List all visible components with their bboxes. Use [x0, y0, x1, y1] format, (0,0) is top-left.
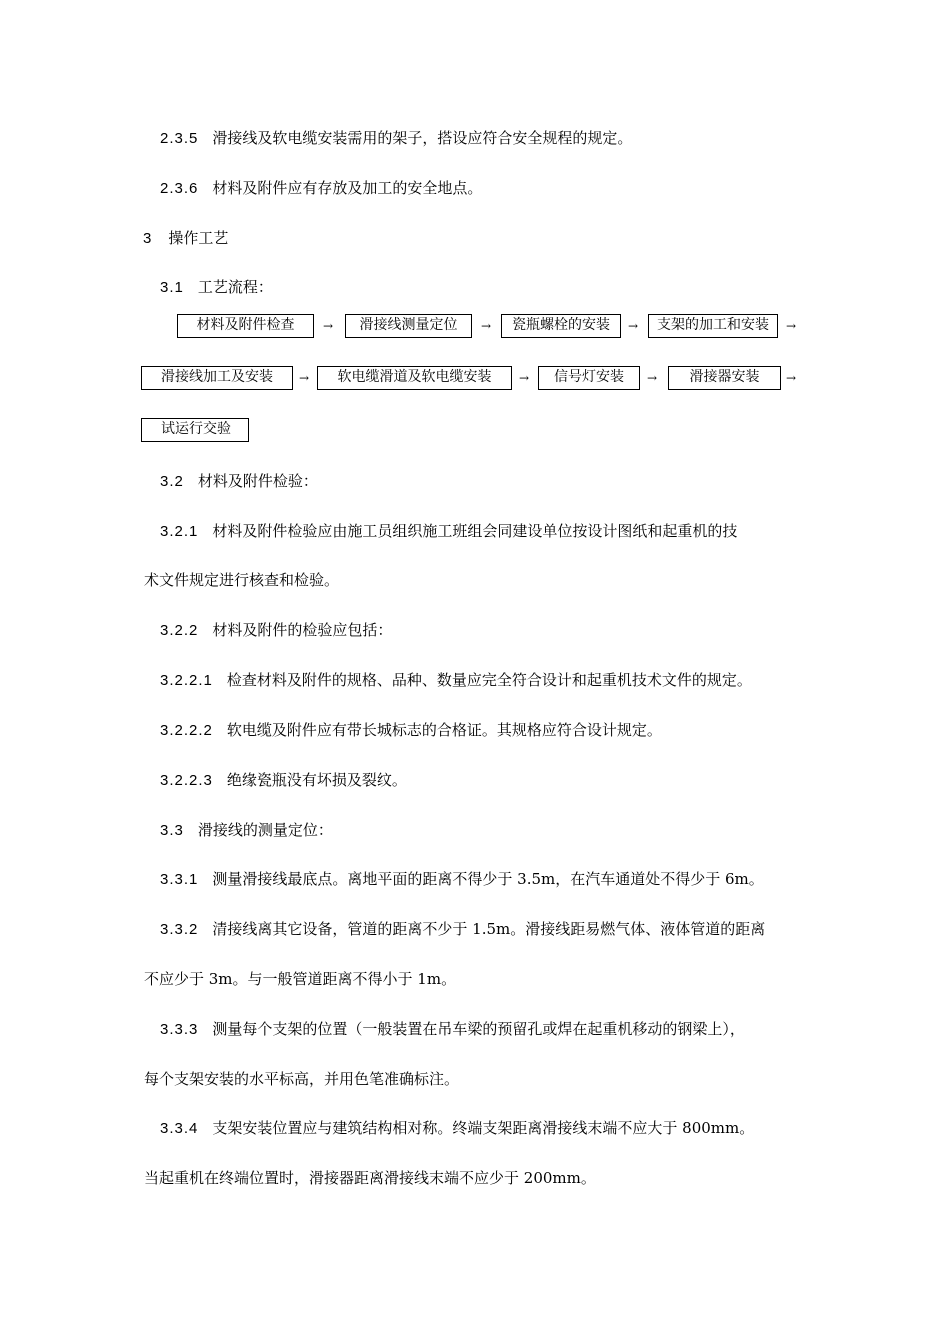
paragraph-2-3-5 [160, 128, 632, 149]
paragraph-3-3-3 [160, 1019, 745, 1040]
paragraph-3-3-2-continued: 不应少于 3m。与一般管道距离不得小于 1m。 [144, 970, 457, 988]
flow-step-3: 瓷瓶螺栓的安装 [501, 314, 621, 338]
arrow-icon: → [786, 319, 797, 333]
paragraph-3-3-4 [160, 1118, 754, 1139]
paragraph-text: 材料及附件的检验应包括： [212, 621, 393, 639]
flow-step-1: 材料及附件检查 [177, 314, 314, 338]
paragraph-text: 材料及附件检验： [197, 472, 318, 490]
flow-step-8: 滑接器安装 [668, 366, 781, 390]
section-number: 3.1 [160, 279, 184, 296]
arrow-icon: → [647, 371, 658, 385]
paragraph-text: 滑接线及软电缆安装需用的架子，搭设应符合安全规程的规定。 [212, 129, 633, 147]
paragraph-text: 检查材料及附件的规格、品种、数量应完全符合设计和起重机技术文件的规定。 [226, 671, 752, 689]
paragraph-text: 滑接线的测量定位： [197, 821, 333, 839]
paragraph-3-2-2-3 [160, 770, 407, 791]
paragraph-text: 支架安装位置应与建筑结构相对称。终端支架距离滑接线末端不应大于 800mm。 [212, 1119, 755, 1137]
section-number: 3.3.1 [160, 871, 199, 888]
flow-step-7: 信号灯安装 [538, 366, 640, 390]
paragraph-text: 软电缆及附件应有带长城标志的合格证。其规格应符合设计规定。 [226, 721, 662, 739]
paragraph-text: 测量滑接线最底点。离地平面的距离不得少于 3.5m，在汽车通道处不得少于 6m。 [212, 870, 764, 888]
section-number: 3.3.2 [160, 921, 199, 938]
paragraph-3-2-1 [160, 521, 737, 542]
section-number: 3.2.2.2 [160, 722, 213, 739]
section-number: 3 [143, 230, 153, 247]
paragraph-3-3 [160, 820, 333, 841]
paragraph-3-2-1-continued: 术文件规定进行核查和检验。 [144, 571, 340, 589]
paragraph-text: 绝缘瓷瓶没有坏损及裂纹。 [226, 771, 407, 789]
section-number: 3.2.2.3 [160, 772, 213, 789]
paragraph-text: 工艺流程： [197, 278, 273, 296]
paragraph-3-1 [160, 277, 273, 298]
section-number: 3.2.1 [160, 523, 199, 540]
paragraph-3-3-2 [160, 919, 765, 940]
paragraph-3-2-2-2 [160, 720, 662, 741]
paragraph-3-2-2-1 [160, 670, 752, 691]
flow-step-2: 滑接线测量定位 [345, 314, 472, 338]
arrow-icon: → [786, 371, 797, 385]
paragraph-text: 材料及附件检验应由施工员组织施工班组会同建设单位按设计图纸和起重机的技 [212, 522, 738, 540]
heading-text: 操作工艺 [168, 229, 229, 247]
arrow-icon: → [299, 371, 310, 385]
section-number: 3.2.2 [160, 622, 199, 639]
flow-step-5: 滑接线加工及安装 [141, 366, 293, 390]
flow-step-9: 试运行交验 [141, 418, 249, 442]
paragraph-3-3-1 [160, 869, 764, 890]
paragraph-text: 清接线离其它设备，管道的距离不少于 1.5m。滑接线距易燃气体、液体管道的距离 [212, 920, 766, 938]
paragraph-text: 材料及附件应有存放及加工的安全地点。 [212, 179, 483, 197]
section-number: 3.3 [160, 822, 184, 839]
arrow-icon: → [481, 319, 492, 333]
section-number: 3.3.3 [160, 1021, 199, 1038]
paragraph-3-2-2 [160, 620, 392, 641]
flow-step-4: 支架的加工和安装 [648, 314, 778, 338]
arrow-icon: → [628, 319, 639, 333]
paragraph-3-3-4-continued: 当起重机在终端位置时，滑接器距离滑接线末端不应少于 200mm。 [144, 1169, 596, 1187]
section-heading-3 [143, 228, 228, 249]
section-number: 2.3.6 [160, 180, 199, 197]
arrow-icon: → [519, 371, 530, 385]
section-number: 3.2.2.1 [160, 672, 213, 689]
flow-step-6: 软电缆滑道及软电缆安装 [317, 366, 512, 390]
paragraph-text: 测量每个支架的位置（一般装置在吊车梁的预留孔或焊在起重机移动的钢梁上）， [212, 1020, 745, 1038]
section-number: 3.3.4 [160, 1120, 199, 1137]
section-number: 3.2 [160, 473, 184, 490]
paragraph-3-3-3-continued: 每个支架安装的水平标高，并用色笔准确标注。 [144, 1070, 460, 1088]
arrow-icon: → [323, 319, 334, 333]
section-number: 2.3.5 [160, 130, 199, 147]
paragraph-3-2 [160, 471, 318, 492]
paragraph-2-3-6 [160, 178, 482, 199]
